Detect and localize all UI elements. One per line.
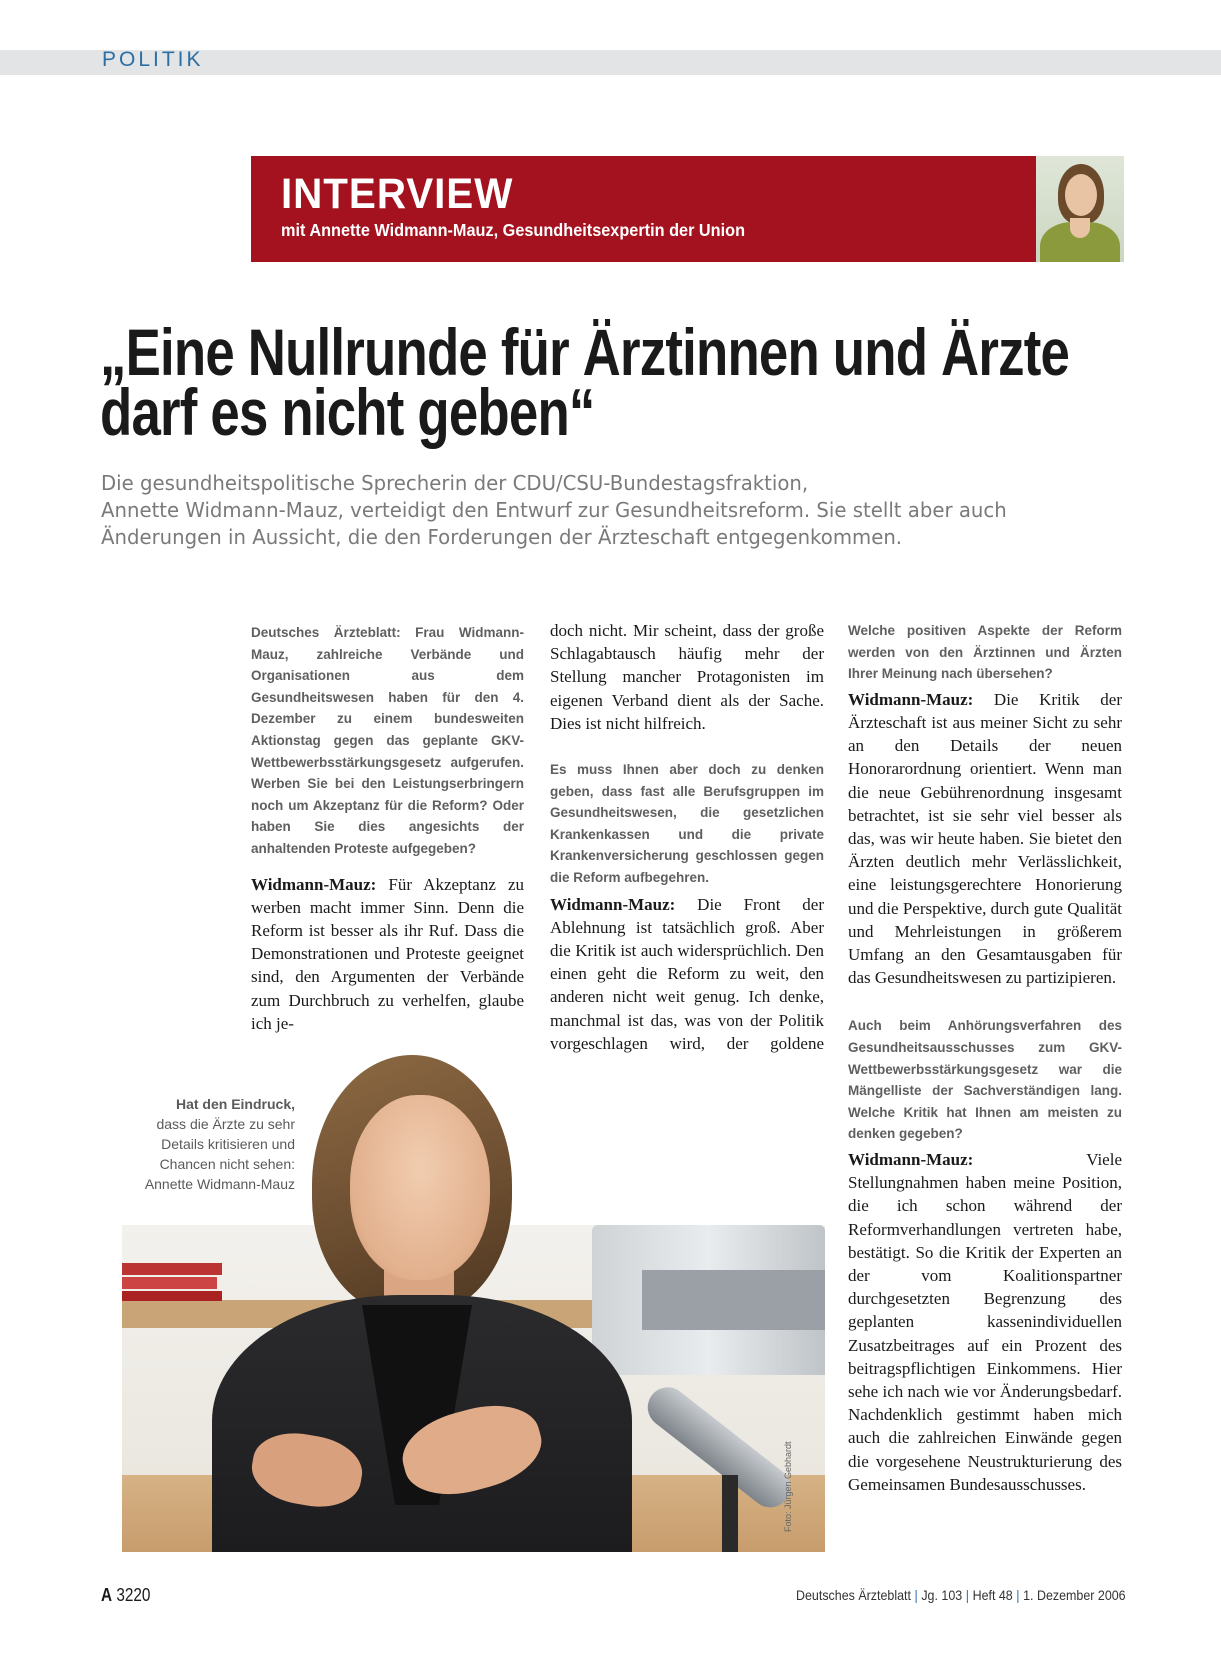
question-2: Es muss Ihnen aber doch zu denken geben, dass fast alle Berufsgruppen im Gesundheitswesen, die gesetzlichen Krankenkassen und die private Krankenversicherung geschlossen gegen die Reform aufbegehren. — [550, 762, 824, 885]
answer-3 — [848, 688, 1122, 990]
journal-issue: Heft 48 — [972, 1587, 1013, 1603]
answer-1 — [251, 873, 524, 1035]
lead-line-1: Die gesundheitspolitische Sprecherin der CDU/CSU-Bundestagsfraktion, — [101, 471, 809, 495]
section-label: POLITIK — [102, 48, 204, 71]
answer-1-text: Für Akzeptanz zu werben macht immer Sinn. Denn die Reform ist besser als ihr Ruf. Dass die Demonstrationen und Proteste geeignet sind, den Argumenten der Verbände zum Durchbruch zu verhelfen, glaube ich je- — [251, 874, 524, 1033]
photo-credit: Foto: Jürgen Gebhardt — [783, 1441, 793, 1532]
page-prefix: A — [101, 1585, 113, 1605]
portrait-thumbnail — [1036, 156, 1124, 262]
question-3: Welche positiven Aspekte der Reform werden von den Ärztinnen und Ärzten Ihrer Meinung nach übersehen? — [848, 623, 1122, 682]
question-4: Auch beim Anhörungsverfahren des Gesundheitsausschusses zum GKV-Wettbewerbsstärkungsgesetz war die Mängelliste der Sachverständigen lang. Welche Kritik hat Ihnen am meisten zu denken gegeben? — [848, 1018, 1122, 1142]
speaker-label: Widmann-Mauz: — [251, 874, 377, 894]
caption-bold: Hat den Eindruck, — [175, 1096, 295, 1112]
journal-volume: Jg. 103 — [921, 1587, 963, 1603]
text-column-3 — [848, 620, 1122, 1496]
answer-1-continued: doch nicht. Mir scheint, dass der große Schlagabtausch häufig mehr der Stellung mancher Protagonisten im eigenen Verband dient als der Sache. Dies ist nicht hilfreich. — [550, 621, 824, 733]
article-headline — [100, 315, 1070, 449]
answer-2-text: Die Front der Ablehnung ist tatsächlich groß. Aber die Kritik ist auch widersprüchlich. Den einen geht die Reform zu weit, den anderen nicht weit genug. Ich denke, manchmal ist das, was von der Politik vorgeschlagen wird, der goldene — [550, 894, 824, 1053]
speaker-label: Widmann-Mauz: — [848, 1149, 974, 1169]
text-column-1 — [251, 622, 524, 1035]
photo-caption — [110, 1094, 295, 1194]
page-number — [101, 1585, 150, 1606]
speaker-label: Widmann-Mauz: — [550, 894, 676, 914]
question-1: Deutsches Ärzteblatt: Frau Widmann-Mauz, zahlreiche Verbände und Organisationen aus dem Gesundheitswesen haben für den 4. Dezember zu einem bundesweiten Aktionstag gegen das geplante GKV-Wettbewerbsstärkungsgesetz aufgerufen. Werben Sie bei den Leistungserbringern noch um Akzeptanz für die Reform? Oder haben Sie dies angesichts der anhaltenden Proteste aufgegeben? — [251, 625, 524, 856]
journal-name: Deutsches Ärzteblatt — [796, 1587, 911, 1603]
journal-date: 1. Dezember 2006 — [1023, 1587, 1126, 1603]
speaker-label: Widmann-Mauz: — [848, 689, 974, 709]
headline-line-2: darf es nicht geben“ — [100, 375, 595, 449]
footer-citation: Deutsches Ärzteblatt | Jg. 103 | Heft 48 | 1. Dezember 2006 — [796, 1587, 1126, 1603]
headline-line-1: „Eine Nullrunde für Ärztinnen und Ärzte — [100, 315, 1070, 389]
answer-4-text: Viele Stellungnahmen haben meine Position, die ich schon während der Reformverhandlungen vertreten habe, bestätigt. So die Kritik der Experten an der vom Koalitionspartner durchgesetzten Begrenzung des geplanten kassenindividuellen Zusatzbeitrages auf ein Prozent des beitragspflichtigen Einkommens. Hier sehe ich nach wie vor Änderungsbedarf. Nachdenklich gestimmt haben mich auch die zahlreichen Einwände gegen die vorgesehene Neustrukturierung des Gemeinsamen Bundesausschusses. — [848, 1149, 1122, 1494]
caption-text: dass die Ärzte zu sehr Details kritisieren und Chancen nicht sehen: Annette Widmann-Mauz — [144, 1116, 295, 1192]
lead-line-2: Annette Widmann-Mauz, verteidigt den Entwurf zur Gesundheitsreform. Sie stellt aber auch — [101, 498, 1007, 522]
page-number-value: 3220 — [116, 1585, 151, 1605]
interview-title: INTERVIEW — [281, 170, 514, 218]
answer-3-text: Die Kritik der Ärzteschaft ist aus meiner Sicht zu sehr an den Details der neuen Honorarordnung orientiert. Wenn man die neue Gebührenordnung insgesamt betrachtet, ist sie sehr viel besser als das, was wir heute haben. Sie bietet den Ärzten deutlich mehr Verlässlichkeit, eine leistungsgerechtere Honorierung und die Perspektive, durch gute Qualität und Mehrleistungen in größerem Umfang an den Gesamtausgaben für das Gesundheitswesen zu partizipieren. — [848, 689, 1122, 988]
article-lead — [101, 470, 1047, 551]
interview-banner — [251, 156, 1036, 262]
lead-line-3: Änderungen in Aussicht, die den Forderungen der Ärzteschaft entgegenkommen. — [101, 525, 903, 549]
interview-subtitle: mit Annette Widmann-Mauz, Gesundheitsexpertin der Union — [281, 220, 746, 240]
answer-4 — [848, 1148, 1122, 1496]
